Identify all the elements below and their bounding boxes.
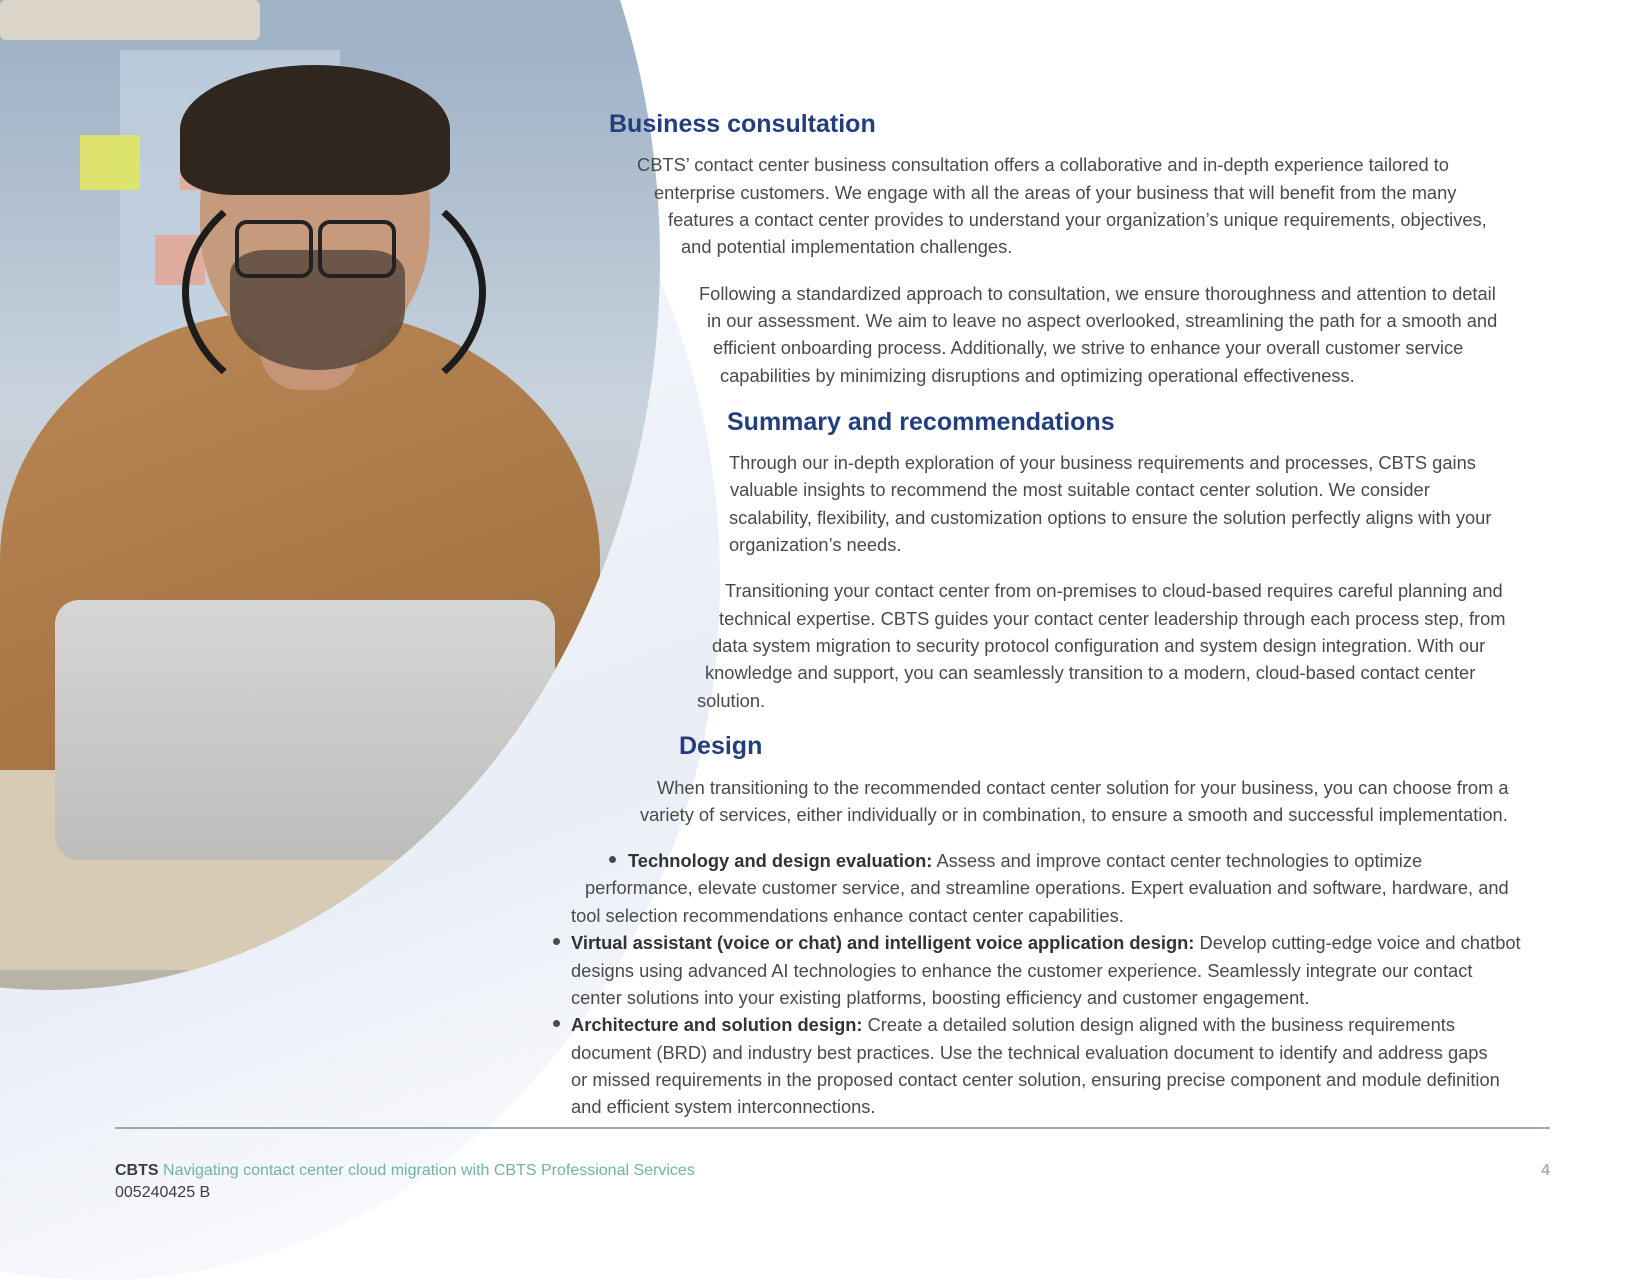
bullet-item-virtual-assistant	[571, 929, 1521, 956]
paragraph-line: Transitioning your contact center from on-premises to cloud-based requires careful planning and	[725, 580, 1503, 601]
bullet-dot	[609, 856, 616, 863]
footer-divider	[115, 1127, 1550, 1129]
paragraph-line: technical expertise. CBTS guides your contact center leadership through each process step, from	[719, 608, 1506, 629]
paragraph-line: features a contact center provides to understand your organization’s unique requirements, objectives,	[668, 209, 1487, 230]
bullet-term: Architecture and solution design:	[571, 1014, 863, 1035]
paragraph-line: valuable insights to recommend the most suitable contact center solution. We consider	[730, 479, 1430, 500]
bullet-term: Virtual assistant (voice or chat) and intelligent voice application design:	[571, 932, 1195, 953]
paragraph-line: knowledge and support, you can seamlessly transition to a modern, cloud-based contact center	[705, 662, 1476, 683]
heading-design: Design	[679, 732, 763, 760]
bullet-term: Technology and design evaluation:	[628, 850, 933, 871]
paragraph-line: and potential implementation challenges.	[681, 236, 1013, 257]
bullet-text: Develop cutting-edge voice and chatbot	[1194, 932, 1521, 953]
paragraph-line: Following a standardized approach to consultation, we ensure thoroughness and attention to detail	[699, 283, 1496, 304]
footer-doc-title: Navigating contact center cloud migration with CBTS Professional Services	[163, 1162, 695, 1179]
bullet-item-architecture	[571, 1011, 1455, 1038]
bullet-text: Assess and improve contact center technologies to optimize	[932, 850, 1423, 871]
footer-brand: CBTS	[115, 1162, 159, 1179]
footer-doc-code: 005240425 B	[115, 1184, 211, 1201]
hero-photo	[0, 0, 660, 990]
page-number: 4	[1541, 1162, 1550, 1179]
bullet-line: designs using advanced AI technologies to enhance the customer experience. Seamlessly integrate our contact	[571, 960, 1473, 981]
paragraph-line: CBTS’ contact center business consultation offers a collaborative and in-depth experience tailored to	[637, 154, 1449, 175]
bullet-line: center solutions into your existing platforms, boosting efficiency and customer engagement.	[571, 987, 1310, 1008]
paragraph-line: scalability, flexibility, and customization options to ensure the solution perfectly aligns with your	[729, 507, 1492, 528]
photo-sticky-note	[80, 135, 140, 190]
bullet-text: Create a detailed solution design aligned with the business requirements	[862, 1014, 1455, 1035]
photo-office-light	[0, 0, 260, 40]
bullet-item-technology-design	[628, 847, 1422, 874]
paragraph-line: data system migration to security protocol configuration and system design integration. With our	[712, 635, 1486, 656]
photo-laptop	[55, 600, 555, 860]
paragraph-line: Through our in-depth exploration of your business requirements and processes, CBTS gains	[729, 452, 1476, 473]
paragraph-line: capabilities by minimizing disruptions and optimizing operational effectiveness.	[720, 365, 1355, 386]
paragraph-line: organization’s needs.	[729, 534, 902, 555]
bullet-line: or missed requirements in the proposed contact center solution, ensuring precise component and module definition	[571, 1069, 1500, 1090]
footer-title	[115, 1162, 695, 1180]
bullet-dot	[553, 938, 560, 945]
paragraph-line: variety of services, either individually or in combination, to ensure a smooth and successful implementation.	[640, 804, 1508, 825]
paragraph-line: When transitioning to the recommended contact center solution for your business, you can choose from a	[657, 777, 1509, 798]
heading-business-consultation: Business consultation	[609, 110, 876, 138]
paragraph-line: solution.	[697, 690, 766, 711]
bullet-dot	[553, 1020, 560, 1027]
bullet-line: and efficient system interconnections.	[571, 1096, 876, 1117]
paragraph-line: efficient onboarding process. Additionally, we strive to enhance your overall customer service	[713, 337, 1464, 358]
bullet-line: document (BRD) and industry best practices. Use the technical evaluation document to identify and address gaps	[571, 1042, 1488, 1063]
bullet-line: performance, elevate customer service, and streamline operations. Expert evaluation and software, hardware, and	[585, 877, 1509, 898]
paragraph-line: enterprise customers. We engage with all the areas of your business that will benefit from the many	[654, 182, 1457, 203]
paragraph-line: in our assessment. We aim to leave no aspect overlooked, streamlining the path for a smooth and	[707, 310, 1498, 331]
bullet-line: tool selection recommendations enhance contact center capabilities.	[571, 905, 1124, 926]
heading-summary-recommendations: Summary and recommendations	[727, 408, 1115, 436]
photo-headset	[182, 170, 486, 414]
